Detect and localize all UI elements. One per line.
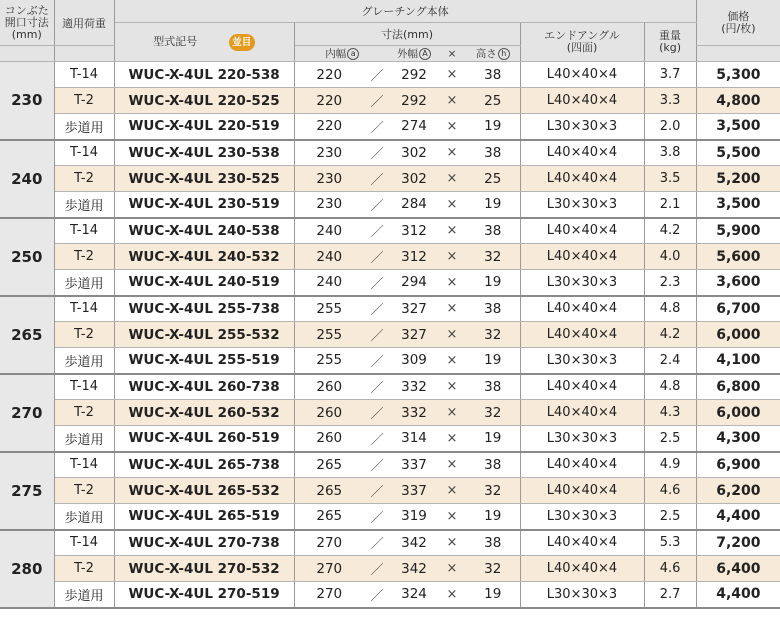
separator: ／ <box>364 218 390 244</box>
separator: ／ <box>364 140 390 166</box>
times-sign: × <box>438 296 466 322</box>
price-value: 4,800 <box>696 88 780 114</box>
outer-width-label: 外幅 <box>397 48 418 60</box>
price-value: 6,700 <box>696 296 780 322</box>
table-row <box>0 244 780 270</box>
end-angle-value: L40×40×4 <box>520 374 644 400</box>
table-row <box>0 374 780 400</box>
separator: ／ <box>364 296 390 322</box>
weight-value: 5.3 <box>644 530 696 556</box>
inner-width-value: 240 <box>294 244 364 270</box>
separator: ／ <box>364 192 390 218</box>
height-value: 19 <box>466 582 520 608</box>
header-end-angle <box>520 23 644 62</box>
load-class: T-14 <box>54 62 114 88</box>
inner-width-value: 255 <box>294 348 364 374</box>
model-code: WUC-X-4UL 240-519 <box>114 270 294 296</box>
times-sign: × <box>438 374 466 400</box>
end-angle-value: L40×40×4 <box>520 166 644 192</box>
times-sign: × <box>438 166 466 192</box>
table-row <box>0 218 780 244</box>
height-value: 38 <box>466 530 520 556</box>
opening-size: 270 <box>0 374 54 452</box>
separator: ／ <box>364 62 390 88</box>
price-value: 5,600 <box>696 244 780 270</box>
price-value: 4,400 <box>696 504 780 530</box>
weight-value: 2.5 <box>644 426 696 452</box>
opening-size: 250 <box>0 218 54 296</box>
separator: ／ <box>364 400 390 426</box>
inner-width-value: 255 <box>294 296 364 322</box>
height-value: 38 <box>466 218 520 244</box>
outer-width-value: 332 <box>390 374 438 400</box>
load-class: T-14 <box>54 218 114 244</box>
height-value: 38 <box>466 374 520 400</box>
height-value: 32 <box>466 322 520 348</box>
inner-width-value: 260 <box>294 426 364 452</box>
inner-width-value: 265 <box>294 504 364 530</box>
table-row <box>0 452 780 478</box>
height-value: 38 <box>466 452 520 478</box>
header-weight <box>644 23 696 62</box>
model-code: WUC-X-4UL 255-519 <box>114 348 294 374</box>
outer-width-value: 292 <box>390 88 438 114</box>
opening-size: 265 <box>0 296 54 374</box>
height-value: 32 <box>466 400 520 426</box>
times-sign: × <box>438 452 466 478</box>
opening-size: 280 <box>0 530 54 608</box>
times-sign: × <box>438 114 466 140</box>
table-row <box>0 114 780 140</box>
inner-width-value: 220 <box>294 88 364 114</box>
header-end-angle-line1: エンドアングル <box>544 29 620 42</box>
end-angle-value: L40×40×4 <box>520 478 644 504</box>
height-value: 19 <box>466 270 520 296</box>
separator: ／ <box>364 426 390 452</box>
end-angle-value: L30×30×3 <box>520 426 644 452</box>
price-value: 5,900 <box>696 218 780 244</box>
header-end-angle-line2: (四面) <box>566 41 598 54</box>
height-value: 19 <box>466 426 520 452</box>
height-label: 高さ <box>475 48 497 60</box>
separator: ／ <box>364 348 390 374</box>
end-angle-value: L40×40×4 <box>520 556 644 582</box>
outer-width-value: 312 <box>390 218 438 244</box>
price-value: 7,200 <box>696 530 780 556</box>
opening-size: 240 <box>0 140 54 218</box>
price-value: 6,400 <box>696 556 780 582</box>
height-value: 19 <box>466 114 520 140</box>
header-weight-line1: 重量 <box>659 29 682 42</box>
load-class: T-2 <box>54 244 114 270</box>
outer-width-value: 302 <box>390 166 438 192</box>
weight-value: 2.1 <box>644 192 696 218</box>
table-body <box>0 62 780 608</box>
price-value: 6,800 <box>696 374 780 400</box>
table-row <box>0 322 780 348</box>
weight-value: 3.3 <box>644 88 696 114</box>
times-sign: × <box>438 270 466 296</box>
table-row <box>0 88 780 114</box>
header-model <box>114 23 294 62</box>
height-value: 38 <box>466 296 520 322</box>
model-code: WUC-X-4UL 260-738 <box>114 374 294 400</box>
end-angle-value: L40×40×4 <box>520 452 644 478</box>
model-code: WUC-X-4UL 220-538 <box>114 62 294 88</box>
outer-width-value: 327 <box>390 296 438 322</box>
inner-width-value: 270 <box>294 582 364 608</box>
model-code: WUC-X-4UL 265-738 <box>114 452 294 478</box>
height-value: 19 <box>466 504 520 530</box>
header-price <box>696 0 780 46</box>
header-weight-line2: (kg) <box>659 41 682 54</box>
model-code: WUC-X-4UL 220-519 <box>114 114 294 140</box>
separator: ／ <box>364 478 390 504</box>
end-angle-value: L40×40×4 <box>520 88 644 114</box>
weight-value: 4.2 <box>644 322 696 348</box>
header-dimensions: 寸法(mm) <box>294 23 520 46</box>
price-value: 5,500 <box>696 140 780 166</box>
height-value: 25 <box>466 166 520 192</box>
inner-width-value: 270 <box>294 556 364 582</box>
separator: ／ <box>364 88 390 114</box>
model-code: WUC-X-4UL 220-525 <box>114 88 294 114</box>
load-class: 歩道用 <box>54 426 114 452</box>
weight-value: 2.4 <box>644 348 696 374</box>
opening-size: 230 <box>0 62 54 140</box>
times-sign: × <box>438 140 466 166</box>
end-angle-value: L30×30×3 <box>520 114 644 140</box>
load-class: T-14 <box>54 296 114 322</box>
separator: ／ <box>364 114 390 140</box>
model-code: WUC-X-4UL 230-519 <box>114 192 294 218</box>
price-value: 6,900 <box>696 452 780 478</box>
inner-width-value: 265 <box>294 478 364 504</box>
model-code: WUC-X-4UL 265-532 <box>114 478 294 504</box>
inner-width-label: 内幅 <box>325 48 347 60</box>
times-sign: × <box>438 192 466 218</box>
outer-width-value: 294 <box>390 270 438 296</box>
header-opening-line2: 開口寸法 <box>4 15 49 29</box>
table-row <box>0 504 780 530</box>
load-class: T-2 <box>54 322 114 348</box>
height-value: 32 <box>466 478 520 504</box>
inner-width-value: 230 <box>294 140 364 166</box>
inner-width-value: 260 <box>294 374 364 400</box>
inner-width-value: 260 <box>294 400 364 426</box>
separator: ／ <box>364 166 390 192</box>
weight-value: 4.6 <box>644 556 696 582</box>
separator: ／ <box>364 452 390 478</box>
header-load-empty <box>54 46 114 62</box>
end-angle-value: L40×40×4 <box>520 296 644 322</box>
outer-width-value: 314 <box>390 426 438 452</box>
times-sign: × <box>438 400 466 426</box>
end-angle-value: L30×30×3 <box>520 192 644 218</box>
table-row <box>0 270 780 296</box>
table-row <box>0 478 780 504</box>
outer-width-value: 302 <box>390 140 438 166</box>
height-value: 32 <box>466 556 520 582</box>
separator: ／ <box>364 504 390 530</box>
times-sign: × <box>438 88 466 114</box>
weight-value: 2.3 <box>644 270 696 296</box>
outer-width-value: 332 <box>390 400 438 426</box>
end-angle-value: L30×30×3 <box>520 348 644 374</box>
times-sign: × <box>438 556 466 582</box>
times-sign: × <box>438 348 466 374</box>
outer-width-value: 292 <box>390 62 438 88</box>
table-row <box>0 426 780 452</box>
load-class: 歩道用 <box>54 504 114 530</box>
load-class: T-2 <box>54 88 114 114</box>
weight-value: 3.8 <box>644 140 696 166</box>
load-class: 歩道用 <box>54 582 114 608</box>
weight-value: 3.5 <box>644 166 696 192</box>
height-value: 38 <box>466 62 520 88</box>
load-class: T-2 <box>54 478 114 504</box>
outer-width-value: 309 <box>390 348 438 374</box>
separator: ／ <box>364 244 390 270</box>
outer-width-value: 274 <box>390 114 438 140</box>
opening-size: 275 <box>0 452 54 530</box>
inner-width-value: 240 <box>294 270 364 296</box>
model-code: WUC-X-4UL 270-532 <box>114 556 294 582</box>
times-sign: × <box>438 62 466 88</box>
inner-width-value: 255 <box>294 322 364 348</box>
times-sign: × <box>438 530 466 556</box>
times-sign: × <box>438 218 466 244</box>
inner-width-value: 220 <box>294 114 364 140</box>
times-sign: × <box>438 426 466 452</box>
end-angle-value: L40×40×4 <box>520 244 644 270</box>
header-grating-body: グレーチング本体 <box>114 0 696 23</box>
table-row <box>0 530 780 556</box>
inner-width-mark: a <box>347 48 359 60</box>
inner-width-value: 230 <box>294 192 364 218</box>
model-code: WUC-X-4UL 260-532 <box>114 400 294 426</box>
table-row <box>0 166 780 192</box>
table-row <box>0 348 780 374</box>
price-value: 4,300 <box>696 426 780 452</box>
separator: ／ <box>364 374 390 400</box>
load-class: 歩道用 <box>54 270 114 296</box>
outer-width-value: 337 <box>390 452 438 478</box>
table-row <box>0 296 780 322</box>
model-code: WUC-X-4UL 255-738 <box>114 296 294 322</box>
model-code: WUC-X-4UL 265-519 <box>114 504 294 530</box>
price-value: 4,100 <box>696 348 780 374</box>
outer-width-value: 319 <box>390 504 438 530</box>
separator: ／ <box>364 556 390 582</box>
outer-width-value: 342 <box>390 530 438 556</box>
end-angle-value: L40×40×4 <box>520 140 644 166</box>
table-row <box>0 62 780 88</box>
weight-value: 3.7 <box>644 62 696 88</box>
height-value: 19 <box>466 348 520 374</box>
weight-value: 4.3 <box>644 400 696 426</box>
inner-width-value: 265 <box>294 452 364 478</box>
price-value: 3,600 <box>696 270 780 296</box>
inner-width-value: 220 <box>294 62 364 88</box>
model-code: WUC-X-4UL 230-538 <box>114 140 294 166</box>
weight-value: 2.0 <box>644 114 696 140</box>
model-code: WUC-X-4UL 240-532 <box>114 244 294 270</box>
table-row <box>0 582 780 608</box>
outer-width-value: 284 <box>390 192 438 218</box>
table-header <box>0 0 780 62</box>
header-opening <box>0 0 54 46</box>
header-inner-width <box>294 46 390 62</box>
price-value: 6,200 <box>696 478 780 504</box>
weight-value: 2.5 <box>644 504 696 530</box>
separator: ／ <box>364 322 390 348</box>
height-value: 32 <box>466 244 520 270</box>
load-class: T-2 <box>54 400 114 426</box>
load-class: T-14 <box>54 140 114 166</box>
price-value: 5,300 <box>696 62 780 88</box>
separator: ／ <box>364 270 390 296</box>
outer-width-value: 324 <box>390 582 438 608</box>
price-value: 4,400 <box>696 582 780 608</box>
model-code: WUC-X-4UL 240-538 <box>114 218 294 244</box>
weight-value: 4.9 <box>644 452 696 478</box>
load-class: 歩道用 <box>54 348 114 374</box>
separator: ／ <box>364 582 390 608</box>
end-angle-value: L30×30×3 <box>520 504 644 530</box>
inner-width-value: 240 <box>294 218 364 244</box>
header-price-line2: (円/枚) <box>721 21 756 35</box>
price-value: 5,200 <box>696 166 780 192</box>
weight-value: 4.0 <box>644 244 696 270</box>
inner-width-value: 270 <box>294 530 364 556</box>
weight-value: 4.2 <box>644 218 696 244</box>
price-value: 3,500 <box>696 192 780 218</box>
model-code: WUC-X-4UL 255-532 <box>114 322 294 348</box>
header-times: × <box>438 46 466 62</box>
load-class: T-14 <box>54 530 114 556</box>
times-sign: × <box>438 478 466 504</box>
height-value: 19 <box>466 192 520 218</box>
end-angle-value: L40×40×4 <box>520 62 644 88</box>
weight-value: 4.8 <box>644 296 696 322</box>
outer-width-value: 337 <box>390 478 438 504</box>
outer-width-value: 342 <box>390 556 438 582</box>
model-code: WUC-X-4UL 230-525 <box>114 166 294 192</box>
header-opening-empty <box>0 46 54 62</box>
outer-width-value: 327 <box>390 322 438 348</box>
end-angle-value: L30×30×3 <box>520 582 644 608</box>
header-load: 適用荷重 <box>54 0 114 46</box>
table-row <box>0 400 780 426</box>
end-angle-value: L40×40×4 <box>520 322 644 348</box>
header-price-line1: 価格 <box>727 9 750 23</box>
times-sign: × <box>438 322 466 348</box>
price-value: 6,000 <box>696 322 780 348</box>
mesh-badge: 並目 <box>229 34 255 51</box>
outer-width-mark: A <box>419 48 431 60</box>
times-sign: × <box>438 244 466 270</box>
inner-width-value: 230 <box>294 166 364 192</box>
load-class: T-14 <box>54 452 114 478</box>
load-class: T-2 <box>54 166 114 192</box>
times-sign: × <box>438 582 466 608</box>
header-opening-line3: (mm) <box>11 27 42 41</box>
table-row <box>0 556 780 582</box>
load-class: T-14 <box>54 374 114 400</box>
load-class: 歩道用 <box>54 192 114 218</box>
end-angle-value: L40×40×4 <box>520 218 644 244</box>
weight-value: 4.6 <box>644 478 696 504</box>
height-value: 25 <box>466 88 520 114</box>
separator: ／ <box>364 530 390 556</box>
height-value: 38 <box>466 140 520 166</box>
table-row <box>0 140 780 166</box>
model-code: WUC-X-4UL 260-519 <box>114 426 294 452</box>
end-angle-value: L40×40×4 <box>520 530 644 556</box>
model-code: WUC-X-4UL 270-519 <box>114 582 294 608</box>
times-sign: × <box>438 504 466 530</box>
header-outer-width <box>390 46 438 62</box>
table-row <box>0 192 780 218</box>
header-opening-line1: コンぶた <box>4 3 49 17</box>
outer-width-value: 312 <box>390 244 438 270</box>
load-class: T-2 <box>54 556 114 582</box>
load-class: 歩道用 <box>54 114 114 140</box>
end-angle-value: L30×30×3 <box>520 270 644 296</box>
end-angle-value: L40×40×4 <box>520 400 644 426</box>
height-mark: h <box>498 48 510 60</box>
model-code: WUC-X-4UL 270-738 <box>114 530 294 556</box>
header-height <box>466 46 520 62</box>
weight-value: 4.8 <box>644 374 696 400</box>
header-model-label: 型式記号 <box>153 35 198 49</box>
weight-value: 2.7 <box>644 582 696 608</box>
price-value: 3,500 <box>696 114 780 140</box>
header-price-empty <box>696 46 780 62</box>
price-value: 6,000 <box>696 400 780 426</box>
